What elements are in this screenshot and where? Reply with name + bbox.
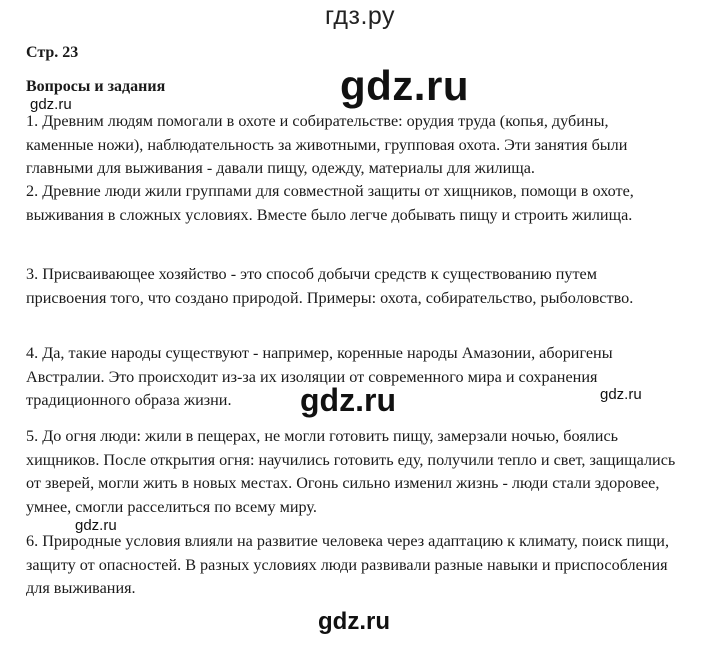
- answer-2: 2. Древние люди жили группами для совместной защиты от хищников, помощи в охоте, выживания в сложных условиях. Вместе было легче добывать пищу и строить жилища.: [26, 182, 634, 224]
- section-title: Вопросы и задания: [26, 78, 166, 95]
- page-reference: Стр. 23: [26, 44, 79, 61]
- watermark-right: gdz.ru: [600, 386, 642, 403]
- watermark-middle: gdz.ru: [300, 382, 396, 418]
- watermark-left-1: gdz.ru: [30, 96, 72, 113]
- watermark-top: gdz.ru: [340, 62, 469, 109]
- watermark-bottom: gdz.ru: [318, 608, 390, 635]
- answer-6: 6. Природные условия влияли на развитие человека через адаптацию к климату, поиск пищи, защиту от опасностей. В разных условиях люди развивали разные навыки и приспособления для выживания.: [26, 532, 670, 597]
- answer-3: 3. Присваивающее хозяйство - это способ добычи средств к существованию путем присвоения того, что создано природой. Примеры: охота, собирательство, рыболовство.: [26, 265, 634, 307]
- answer-1: 1. Древним людям помогали в охоте и собирательстве: орудия труда (копья, дубины, каменные ножи), наблюдательность за животными, групповая охота. Эти занятия были главными для выживания - давали пищу, одежду, материалы для жилища.: [26, 112, 628, 177]
- watermark-left-2: gdz.ru: [75, 517, 117, 534]
- answer-4: 4. Да, такие народы существуют - например, коренные народы Амазонии, аборигены Австралии. Это происходит из-за их изоляции от современного мира и сохранения традиционного образа жизни.: [26, 344, 613, 409]
- site-header: гдз.ру: [324, 2, 396, 30]
- answer-5: 5. До огня люди: жили в пещерах, не могли готовить пищу, замерзали ночью, боялись хищников. После открытия огня: научились готовить еду, получили тепло и свет, защищались от зверей, могли жить в новых местах. Огонь сильно изменил жизнь - люди стали здоровее, умнее, смогли расселиться по всему миру.: [26, 427, 676, 516]
